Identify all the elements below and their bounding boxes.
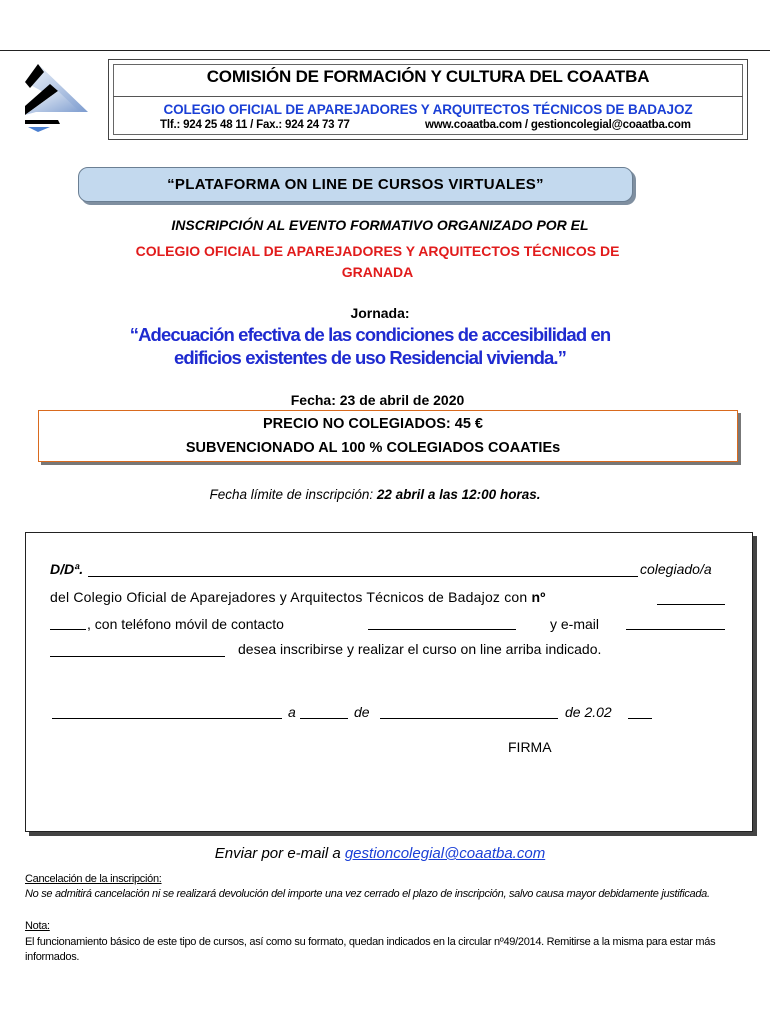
organizer-line-2: GRANADA: [341, 264, 414, 280]
college-text-row: [50, 589, 546, 605]
month-field[interactable]: [380, 704, 558, 719]
jornada-label: Jornada:: [350, 305, 410, 321]
top-divider: [0, 50, 770, 51]
coaatba-logo: [20, 60, 90, 135]
deadline-label: Fecha límite de inscripción:: [209, 487, 374, 502]
email-field-cont[interactable]: [50, 641, 225, 657]
day-field[interactable]: [300, 704, 348, 719]
email-label: y e-mail: [550, 616, 600, 632]
send-by-email: [0, 845, 770, 862]
inscription-heading: INSCRIPCIÓN AL EVENTO FORMATIVO ORGANIZADO POR EL: [171, 217, 589, 233]
contact-phone: Tlf.: 924 25 48 11 / Fax.: 924 24 73 77: [160, 119, 350, 131]
college-name: COLEGIO OFICIAL DE APAREJADORES Y ARQUITECTOS TÉCNICOS DE BADAJOZ: [163, 102, 693, 117]
send-label: Enviar por e-mail a: [214, 845, 341, 862]
phone-field[interactable]: [368, 615, 516, 630]
signature-label: FIRMA: [508, 739, 552, 755]
note-title: Nota:: [25, 920, 50, 932]
contact-web: www.coaatba.com / gestioncolegial@coaatba.com: [425, 119, 691, 131]
register-text: desea inscribirse y realizar el curso on line arriba indicado.: [238, 641, 602, 657]
email-link[interactable]: gestioncolegial@coaatba.com: [344, 845, 546, 862]
note-text: El funcionamiento básico de este tipo de cursos, así como su formato, quedan indicados en la circular nº49/2014. Remitirse a la misma para estar más informados.: [25, 936, 716, 963]
member-number-field[interactable]: [657, 590, 725, 605]
registration-deadline: [0, 487, 770, 502]
deadline-value: 22 abril a las 12:00 horas.: [376, 487, 541, 502]
course-title-line-2: edificios existentes de uso Residencial vivienda.”: [174, 347, 566, 368]
price-subsidy: SUBVENCIONADO AL 100 % COLEGIADOS COAATIEs: [185, 440, 561, 456]
member-number-field-cont[interactable]: [50, 615, 86, 630]
member-number-label: nº: [531, 589, 546, 605]
date-de-label: de: [354, 704, 370, 720]
organizer-line-1: COLEGIO OFICIAL DE APAREJADORES Y ARQUITECTOS TÉCNICOS DE: [135, 243, 620, 259]
email-field[interactable]: [626, 615, 725, 630]
registration-form: [25, 532, 753, 832]
college-text: del Colegio Oficial de Aparejadores y Arquitectos Técnicos de Badajoz con: [50, 589, 528, 605]
name-label: D/Dª.: [50, 561, 84, 577]
place-field[interactable]: [52, 704, 282, 719]
course-title-line-1: “Adecuación efectiva de las condiciones de accesibilidad en: [129, 324, 611, 345]
cancellation-text: No se admitirá cancelación ni se realizará devolución del importe una vez cerrado el plazo de inscripción, salvo causa mayor debidamente justificada.: [25, 888, 710, 900]
event-date: Fecha: 23 de abril de 2020: [290, 392, 465, 408]
header-divider: [113, 96, 743, 97]
price-non-members: PRECIO NO COLEGIADOS: 45 €: [263, 416, 483, 432]
year-field[interactable]: [628, 704, 652, 719]
phone-text: , con teléfono móvil de contacto: [87, 616, 284, 632]
platform-title: “PLATAFORMA ON LINE DE CURSOS VIRTUALES”: [167, 176, 544, 193]
cancellation-title: Cancelación de la inscripción:: [25, 873, 162, 885]
name-field[interactable]: [88, 561, 638, 577]
colegiado-label: colegiado/a: [640, 561, 712, 577]
date-year-label: de 2.02: [565, 704, 612, 720]
commission-title: COMISIÓN DE FORMACIÓN Y CULTURA DEL COAATBA: [206, 67, 650, 86]
date-a-label: a: [288, 704, 296, 720]
